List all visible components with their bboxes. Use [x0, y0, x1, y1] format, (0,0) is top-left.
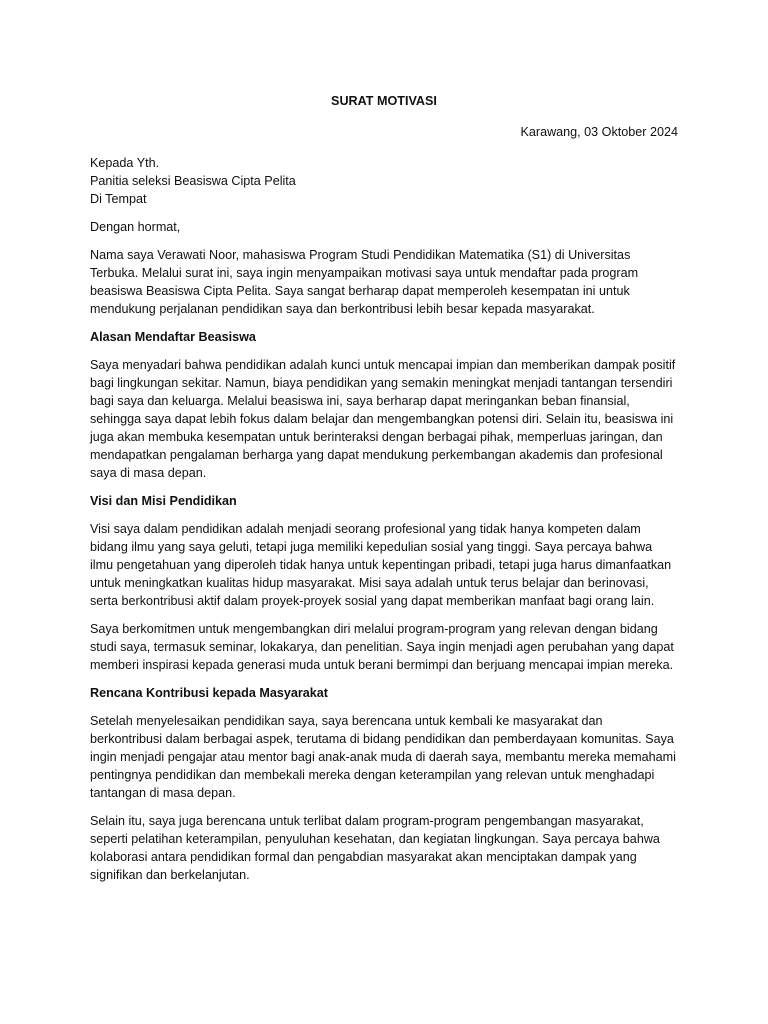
section-paragraph: Saya berkomitmen untuk mengembangkan diri melalui program-program yang relevan dengan bidang studi saya, termasuk seminar, lokakarya, dan penelitian. Saya ingin menjadi agen perubahan yang dapat memberi inspirasi kepada generasi muda untuk berani bermimpi dan berjuang mencapai impian mereka. — [90, 622, 674, 672]
intro-paragraph: Nama saya Verawati Noor, mahasiswa Program Studi Pendidikan Matematika (S1) di Universitas Terbuka. Melalui surat ini, saya ingin menyampaikan motivasi saya untuk mendaftar pada program beasiswa Beasiswa Cipta Pelita. Saya sangat berharap dapat memperoleh kesempatan ini untuk mendukung perjalanan pendidikan saya dan berkontribusi lebih besar kepada masyarakat. — [90, 248, 639, 316]
letter-date: Karawang, 03 Oktober 2024 — [520, 125, 678, 139]
section-heading-contribution: Rencana Kontribusi kepada Masyarakat — [90, 686, 328, 700]
greeting: Dengan hormat, — [90, 220, 181, 234]
section-paragraph: Visi saya dalam pendidikan adalah menjadi seorang profesional yang tidak hanya kompeten dalam bidang ilmu yang saya geluti, tetapi juga memiliki kepedulian sosial yang tinggi. Saya percaya bahwa ilmu pengetahuan yang diperoleh tidak hanya untuk kepentingan pribadi, tetapi juga harus dimanfaatkan untuk meningkatkan kualitas hidup masyarakat. Misi saya adalah untuk terus belajar dan berinovasi, serta berkontribusi aktif dalam proyek-proyek sosial yang dapat memberikan manfaat bagi orang lain. — [90, 522, 672, 608]
recipient-block — [90, 154, 678, 208]
letter-title: SURAT MOTIVASI — [331, 94, 437, 108]
recipient-line: Panitia seleksi Beasiswa Cipta Pelita — [90, 174, 296, 188]
section-paragraph: Setelah menyelesaikan pendidikan saya, saya berencana untuk kembali ke masyarakat dan berkontribusi dalam berbagai aspek, terutama di bidang pendidikan dan pemberdayaan komunitas. Saya ingin menjadi pengajar atau mentor bagi anak-anak muda di daerah saya, membantu mereka memahami pentingnya pendidikan dan membekali mereka dengan keterampilan yang relevan untuk menghadapi tantangan di masa depan. — [90, 714, 676, 800]
recipient-line: Kepada Yth. — [90, 156, 160, 170]
recipient-line: Di Tempat — [90, 192, 147, 206]
section-paragraph: Selain itu, saya juga berencana untuk terlibat dalam program-program pengembangan masyarakat, seperti pelatihan keterampilan, penyuluhan kesehatan, dan kegiatan lingkungan. Saya percaya bahwa kolaborasi antara pendidikan formal dan pengabdian masyarakat akan menciptakan dampak yang signifikan dan berkelanjutan. — [90, 814, 660, 882]
section-heading-reasons: Alasan Mendaftar Beasiswa — [90, 330, 256, 344]
section-paragraph: Saya menyadari bahwa pendidikan adalah kunci untuk mencapai impian dan memberikan dampak positif bagi lingkungan sekitar. Namun, biaya pendidikan yang semakin meningkat menjadi tantangan tersendiri bagi saya dan keluarga. Melalui beasiswa ini, saya berharap dapat meringankan beban finansial, sehingga saya dapat lebih fokus dalam belajar dan mengembangkan potensi diri. Selain itu, beasiswa ini juga akan membuka kesempatan untuk berinteraksi dengan berbagai pihak, memperluas jaringan, dan mendapatkan pengalaman berharga yang dapat mendukung perkembangan akademis dan profesional saya di masa depan. — [90, 358, 676, 480]
section-heading-vision: Visi dan Misi Pendidikan — [90, 494, 237, 508]
